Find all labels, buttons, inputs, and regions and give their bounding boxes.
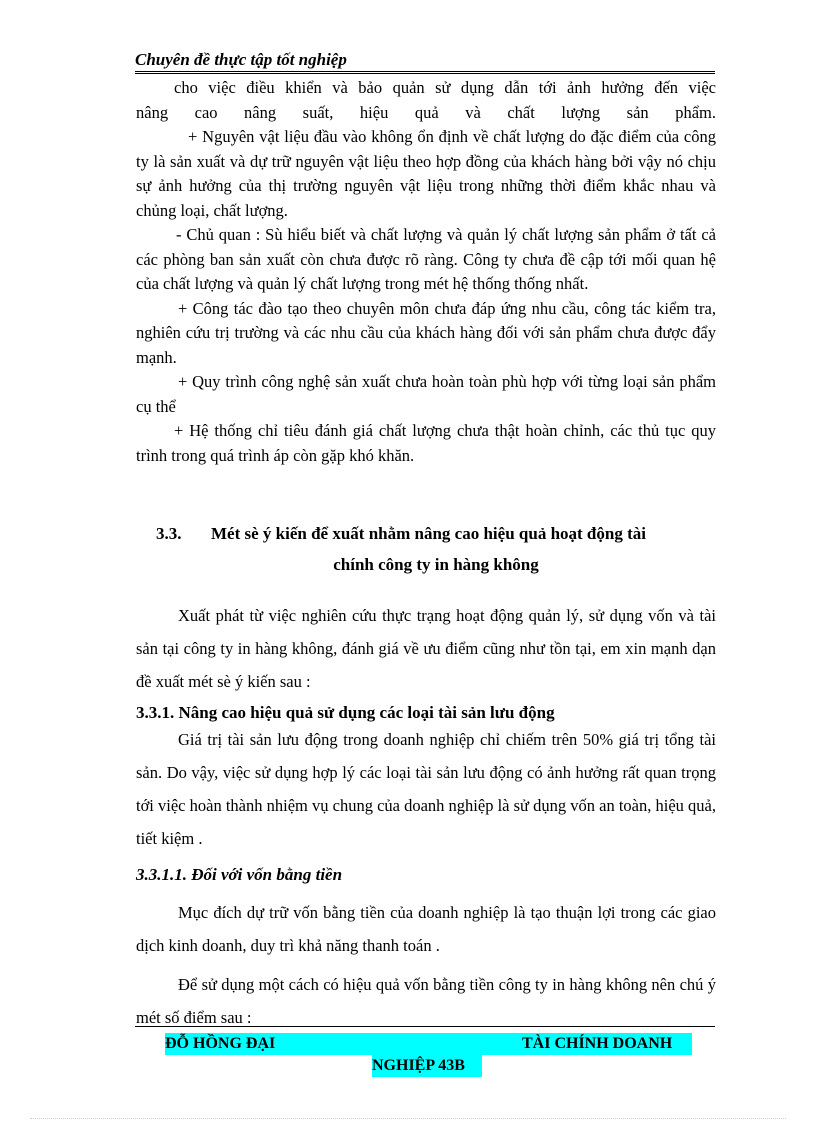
paragraph-1-line-1: cho việc điều khiển và bảo quản sử dụng dẫn tới ảnh hưởng đến việc <box>174 78 716 97</box>
footer-rule <box>135 1026 715 1027</box>
document-body <box>136 76 716 1034</box>
paragraph-1-line-2: nâng cao nâng suất, hiệu quả và chất lượng sản phẩm. <box>136 102 716 122</box>
section-title-line-2: chính công ty in hàng không <box>333 555 539 574</box>
section-title-line-1: Mét sè ý kiến để xuất nhằm nâng cao hiệu quả hoạt động tài <box>211 524 646 543</box>
cash-usage-paragraph: Để sử dụng một cách có hiệu quả vốn bằng tiền công ty in hàng không nên chú ý mét số điểm sau : <box>136 975 716 1027</box>
subsection-text: Giá trị tài sản lưu động trong doanh nghiệp chỉ chiếm trên 50% giá trị tổng tài sản. Do vậy, việc sử dụng hợp lý các loại tài sản lưu động có ảnh hưởng rất quan trọng tới việc hoàn thành nhiệm vụ chung của doanh nghiệp là sử dụng vốn an toàn, hiệu quả, tiết kiệm . <box>136 730 716 848</box>
footer-course-part-2: NGHIỆP 43B <box>372 1055 482 1077</box>
page-header: Chuyên đề thực tập tốt nghiệp <box>135 50 715 74</box>
paragraph-training: + Công tác đào tạo theo chuyên môn chưa đáp ứng nhu cầu, công tác kiểm tra, nghiên cứu trị trường và các nhu cầu của khách hàng đối với sản phẩm chưa được đẩy mạnh. <box>136 298 716 367</box>
footer-course-part-1: TÀI CHÍNH DOANH <box>522 1035 673 1052</box>
paragraph-process: + Quy trình công nghệ sản xuất chưa hoàn toàn phù hợp với từng loại sản phẩm cụ thể <box>136 372 716 416</box>
paragraph-raw-material: + Nguyên vật liệu đầu vào không ổn định về chất lượng do đặc điểm của công ty là sản xuất và dự trữ nguyên vật liệu theo hợp đồng của khách hàng bởi vậy nó chịu sự ảnh hưởng của thị trường nguyên vật liệu trong những thời điểm khắc nhau và chủng loại, chất lượng. <box>136 127 716 220</box>
subsection-title: 3.3.1. Nâng cao hiệu quả sử dụng các loại tài sản lưu động <box>136 703 555 722</box>
section-intro: Xuất phát từ việc nghiên cứu thực trạng hoạt động quản lý, sử dụng vốn và tài sản tại công ty in hàng không, đánh giá về ưu điểm cũng như tồn tại, em xin mạnh dạn đề xuất mét sè ý kiến sau : <box>136 606 716 691</box>
section-number: 3.3. <box>156 524 182 543</box>
section-title <box>136 518 716 580</box>
subsubsection-title: 3.3.1.1. Đối với vốn bằng tiền <box>136 865 343 884</box>
footer-highlight <box>165 1033 692 1055</box>
cash-purpose-paragraph: Mục đích dự trữ vốn bằng tiền của doanh nghiệp là tạo thuận lợi trong các giao dịch kinh doanh, duy trì khả năng thanh toán . <box>136 903 716 955</box>
page-bottom-border <box>30 1118 786 1119</box>
paragraph-quality-criteria: + Hệ thống chỉ tiêu đánh giá chất lượng chưa thật hoàn chỉnh, các thủ tục quy trình trong quá trình áp còn gặp khó khăn. <box>136 421 716 465</box>
footer-author: ĐỖ HỒNG ĐẠI <box>165 1035 276 1052</box>
paragraph-subjective: - Chủ quan : Sù hiểu biết và chất lượng và quản lý chất lượng sản phẩm ở tất cả các phòng ban sản xuất còn chưa được rõ ràng. Công ty chưa đề cập tới mối quan hệ của chất lượng và quản lý chất lượng trong mét hệ thống thống nhất. <box>136 225 716 293</box>
